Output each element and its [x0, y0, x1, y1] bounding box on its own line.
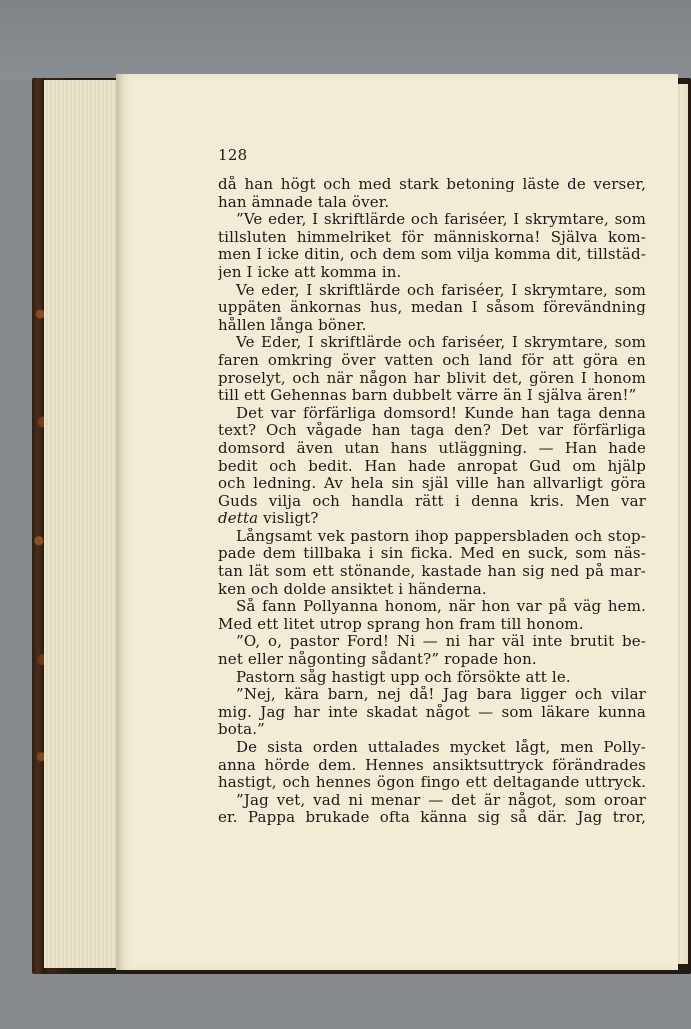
text-line: hållen långa böner.: [218, 316, 367, 334]
text-line: ”Nej, kära barn, nej då! Jag bara ligger och vilar: [236, 686, 646, 704]
page-edges-stack: [44, 80, 124, 968]
text-line: net eller någonting sådant?” ropade hon.: [218, 651, 537, 669]
text-line: bedit och bedit. Han hade anropat Gud om hjälp: [218, 457, 646, 475]
text-line: tan lät som ett stönande, kastade han sig ned på mar-: [218, 563, 646, 581]
text-line: bota.”: [218, 721, 265, 739]
text-line: De sista orden uttalades mycket lågt, men Polly-: [236, 739, 646, 756]
text-line: jen I icke att komma in.: [218, 263, 402, 281]
text-line: och ledning. Av hela sin själ ville han allvarligt göra: [218, 475, 646, 493]
text-line: Guds vilja och handla rätt i denna kris. Men var: [218, 492, 646, 510]
text-line: ”O, o, pastor Ford! Ni — ni har väl inte brutit be-: [236, 633, 646, 651]
text-line: Så fann Pollyanna honom, när hon var på väg hem.: [236, 598, 646, 616]
body-text: [218, 176, 646, 827]
text-line: Pastorn såg hastigt upp och försökte att le.: [236, 668, 571, 686]
text-line: detta visligt?: [218, 510, 319, 528]
text-line: Ve Eder, I skriftlärde och fariséer, I skrymtare, som: [236, 334, 646, 352]
text-line: domsord även utan hans utläggning. — Han hade: [218, 439, 646, 457]
text-line: mig. Jag har inte skadat något — som läkare kunna: [218, 703, 646, 721]
text-line: ”Jag vet, vad ni menar — det är något, som oroar: [236, 791, 646, 809]
text-line: han ämnade tala över.: [218, 193, 390, 211]
text-line: till ett Gehennas barn dubbelt värre än I själva ären!”: [218, 387, 637, 405]
text-line: Långsamt vek pastorn ihop pappersbladen och stop-: [236, 527, 646, 545]
text-line: Det var förfärliga domsord! Kunde han taga denna: [236, 404, 646, 422]
text-line: proselyt, och när någon har blivit det, gören I honom: [218, 369, 646, 387]
text-line: Ve eder, I skriftlärde och fariséer, I skrymtare, som: [236, 281, 646, 299]
text-line: men I icke ditin, och dem som vilja komma dit, tillstäd-: [218, 246, 646, 264]
text-line: ”Ve eder, I skriftlärde och fariséer, I skrymtare, som: [236, 211, 646, 229]
text-line: då han högt och med stark betoning läste de verser,: [218, 176, 646, 193]
text-line: anna hörde dem. Hennes ansiktsuttryck förändrades: [218, 756, 646, 774]
page-number: 128: [218, 146, 248, 164]
text-line: er. Pappa brukade ofta känna sig så där. Jag tror,: [218, 809, 646, 827]
text-line: faren omkring över vatten och land för att göra en: [218, 351, 646, 369]
text-line: tillsluten himmelriket för människorna! Själva kom-: [218, 228, 646, 246]
text-line: uppäten änkornas hus, medan I såsom förevändning: [218, 299, 646, 317]
text-line: ken och dolde ansiktet i händerna.: [218, 580, 487, 598]
text-line: text? Och vågade han taga den? Det var förfärliga: [218, 422, 646, 440]
backdrop: [0, 0, 691, 80]
text-line: hastigt, och hennes ögon fingo ett deltagande uttryck.: [218, 774, 646, 792]
text-line: Med ett litet utrop sprang hon fram till honom.: [218, 615, 584, 633]
text-line: pade dem tillbaka i sin ficka. Med en suck, som näs-: [218, 545, 646, 563]
